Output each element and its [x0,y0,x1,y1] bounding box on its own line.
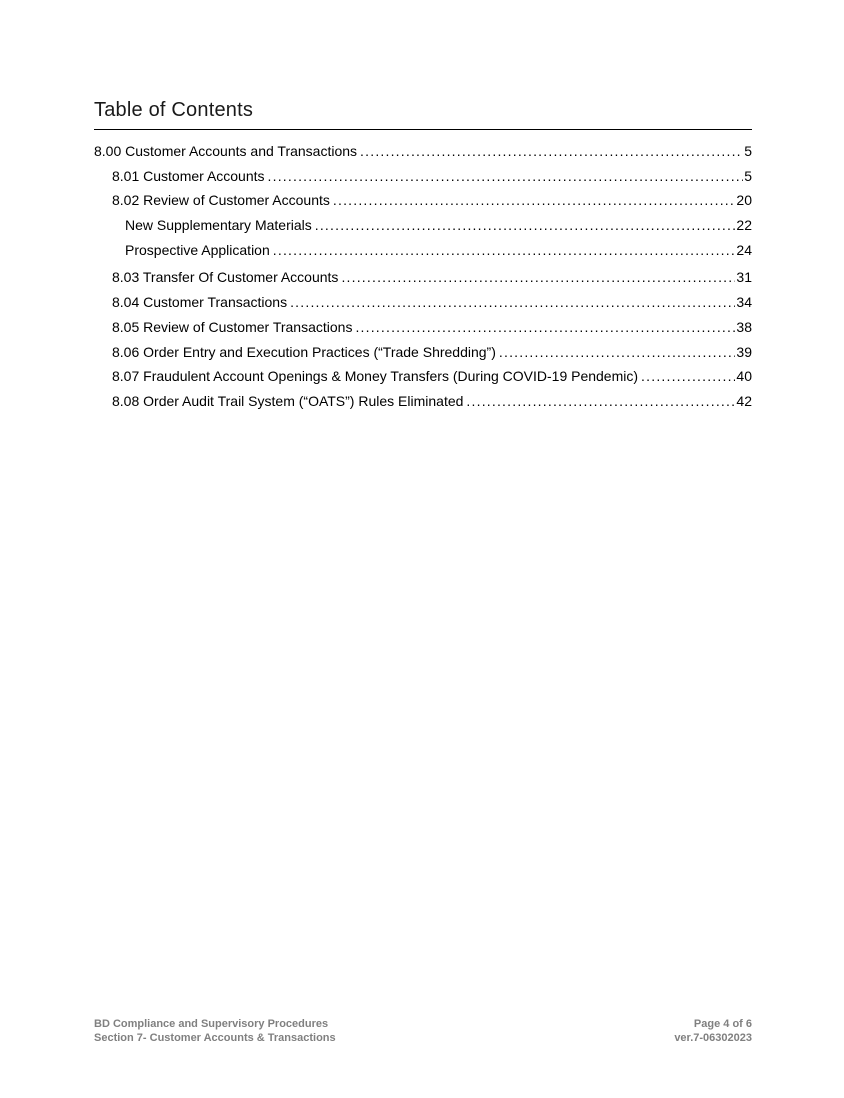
toc-page-number: 40 [736,368,752,385]
document-content [94,0,752,418]
toc-leader-dots [341,269,735,285]
toc-entry[interactable] [94,168,752,193]
toc-leader-dots [333,192,736,208]
toc-page-number: 42 [736,392,752,409]
toc-page-number: 22 [736,217,752,234]
toc-entry-label: 8.07 Fraudulent Account Openings & Money Transfers (During COVID-19 Pendemic) [112,368,639,385]
toc-entry-label: 8.02 Review of Customer Accounts [112,192,330,209]
toc-entry[interactable] [94,242,752,267]
toc-page-number: 38 [736,318,752,335]
toc-entry[interactable] [94,294,752,319]
table-of-contents [94,143,752,418]
toc-entry[interactable] [94,269,752,294]
toc-leader-dots [273,242,736,258]
toc-entry-label: 8.03 Transfer Of Customer Accounts [112,269,339,286]
toc-leader-dots [360,143,743,159]
toc-entry-label: 8.00 Customer Accounts and Transactions [94,143,358,159]
toc-leader-dots [290,294,735,310]
toc-entry[interactable] [94,368,752,393]
toc-page-number: 5 [744,143,752,159]
toc-page-number: 39 [736,343,752,360]
toc-entry[interactable] [94,217,752,242]
toc-entry-label: 8.06 Order Entry and Execution Practices (“Trade Shredding”) [112,343,496,360]
toc-entry-label: 8.05 Review of Customer Transactions [112,318,353,335]
footer-document-title: BD Compliance and Supervisory Procedures [94,1018,329,1030]
toc-entry-label: 8.08 Order Audit Trail System (“OATS”) Rules Eliminated [112,392,464,409]
toc-entry[interactable] [94,344,752,369]
toc-entry-label: Prospective Application [125,241,270,258]
toc-entry[interactable] [94,143,752,168]
toc-entry-label: 8.01 Customer Accounts [112,167,265,184]
toc-leader-dots [499,344,736,360]
toc-entry-label: New Supplementary Materials [125,217,312,234]
page-title: Table of Contents [94,99,254,121]
toc-leader-dots [355,319,735,335]
toc-entry[interactable] [94,192,752,217]
toc-entry[interactable] [94,319,752,344]
footer-version: ver.7-06302023 [674,1031,752,1044]
footer-document-info [94,1018,336,1045]
toc-page-number: 31 [736,269,752,286]
toc-entry-label: 8.04 Customer Transactions [112,294,288,311]
toc-page-number: 24 [736,241,752,258]
toc-page-number: 34 [736,294,752,311]
toc-page-number: 20 [736,192,752,209]
toc-entry[interactable] [94,393,752,418]
toc-page-number: 5 [744,167,752,184]
page-footer [94,1018,752,1045]
title-divider [94,129,752,130]
toc-leader-dots [268,168,744,184]
footer-page-number: Page 4 of 6 [693,1018,752,1030]
toc-leader-dots [315,217,736,233]
toc-leader-dots [641,368,735,384]
footer-page-info [674,1018,752,1045]
footer-section-title: Section 7- Customer Accounts & Transactions [94,1031,336,1044]
toc-leader-dots [466,393,735,409]
